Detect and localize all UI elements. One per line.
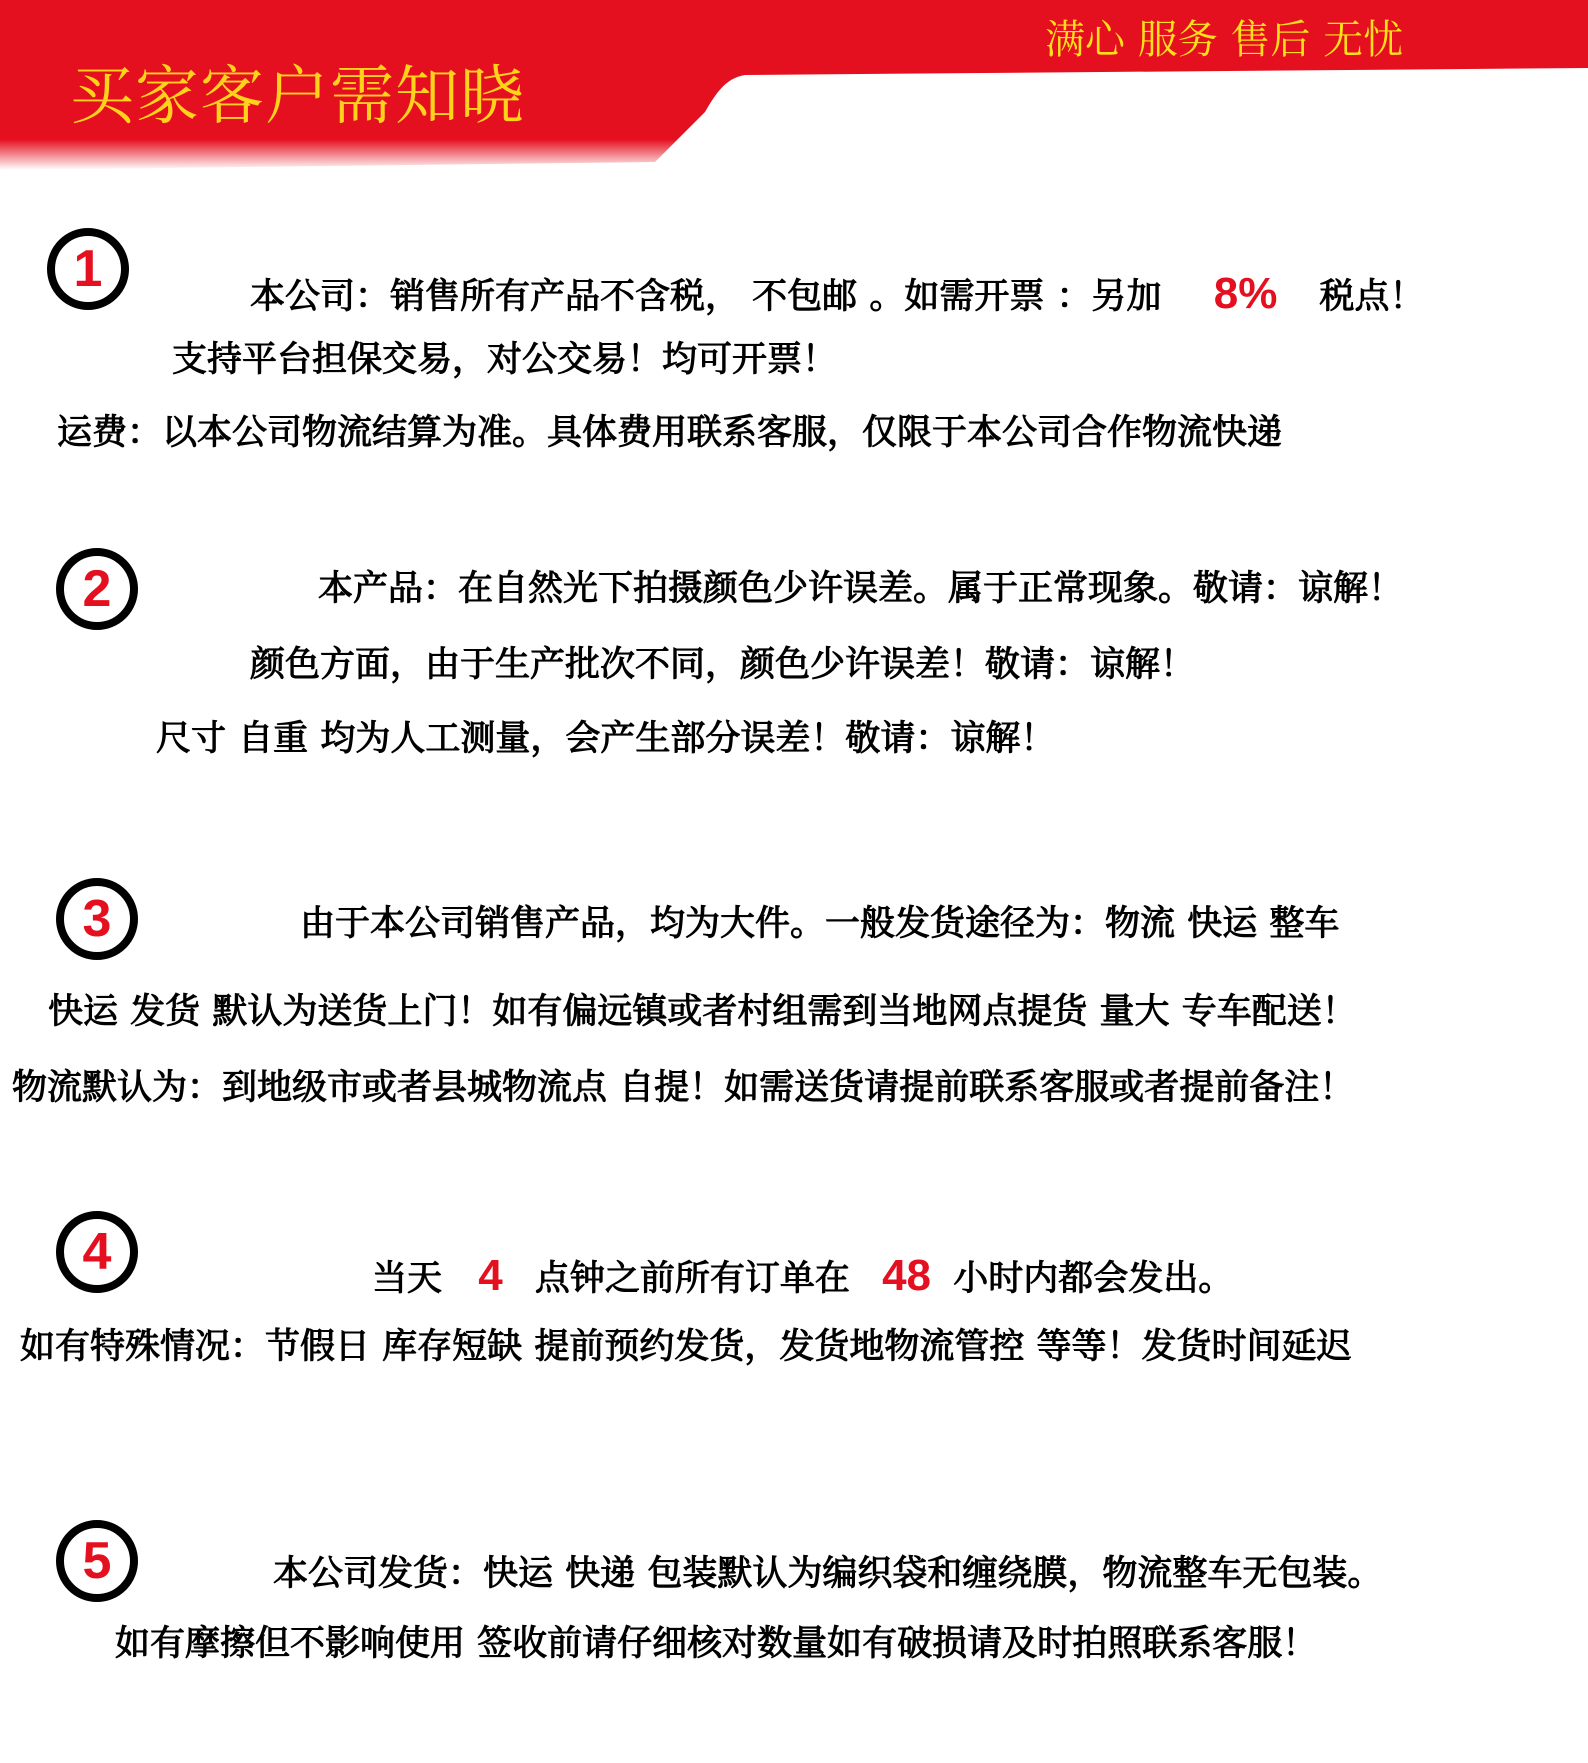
banner-slogan: 满心 服务 售后 无忧 bbox=[1045, 17, 1404, 63]
section-5-line-2: 如有摩擦但不影响使用 签收前请仔细核对数量如有破损请及时拍照联系客服！ bbox=[115, 1624, 1318, 1664]
section-4-line-1-text: 当天 bbox=[372, 1259, 443, 1299]
section-1-line-2: 支持平台担保交易，对公交易！均可开票！ bbox=[172, 340, 838, 380]
section-1-line-3: 运费：以本公司物流结算为准。具体费用联系客服，仅限于本公司合作物流快递 bbox=[57, 413, 1283, 453]
section-2-line-3: 尺寸 自重 均为人工测量，会产生部分误差！敬请：谅解！ bbox=[156, 719, 1056, 759]
section-3-line-1: 由于本公司销售产品，均为大件。一般发货途径为：物流 快运 整车 bbox=[300, 904, 1340, 944]
section-3-number-badge: 3 bbox=[56, 878, 138, 960]
section-1-line-1-suffix: 税点！ bbox=[1319, 277, 1425, 317]
section-4-line-1-suffix: 小时内都会发出。 bbox=[953, 1259, 1234, 1299]
cutoff-hour-highlight: 4 bbox=[478, 1251, 503, 1300]
section-3-line-3: 物流默认为：到地级市或者县城物流点 自提！如需送货请提前联系客服或者提前备注！ bbox=[12, 1068, 1355, 1108]
section-5-number-badge: 5 bbox=[56, 1520, 138, 1602]
section-1-line-1-text: 本公司：销售所有产品不含税， 不包邮 。如需开票 ：另加 bbox=[250, 277, 1162, 317]
section-4-line-2: 如有特殊情况：节假日 库存短缺 提前预约发货，发货地物流管控 等等！发货时间延迟 bbox=[20, 1327, 1352, 1367]
page-title: 买家客户需知晓 bbox=[70, 60, 525, 134]
section-2-number-badge: 2 bbox=[56, 548, 138, 630]
section-5-line-1: 本公司发货：快运 快递 包装默认为编织袋和缠绕膜，物流整车无包装。 bbox=[273, 1554, 1383, 1594]
section-2-line-2: 颜色方面，由于生产批次不同，颜色少许误差！敬请：谅解！ bbox=[250, 645, 1196, 685]
section-4-number-badge: 4 bbox=[56, 1211, 138, 1293]
tax-rate-highlight: 8% bbox=[1213, 269, 1278, 318]
section-2-line-1: 本产品：在自然光下拍摄颜色少许误差。属于正常现象。敬请：谅解！ bbox=[318, 569, 1404, 609]
header-banner bbox=[0, 0, 1588, 175]
section-1-line-1 bbox=[250, 269, 1425, 318]
ship-hours-highlight: 48 bbox=[882, 1251, 932, 1300]
section-4-line-1-middle: 点钟之前所有订单在 bbox=[534, 1259, 850, 1299]
section-3-line-2: 快运 发货 默认为送货上门！如有偏远镇或者村组需到当地网点提货 量大 专车配送！ bbox=[48, 992, 1357, 1032]
section-4-line-1 bbox=[372, 1251, 1234, 1300]
section-1-number-badge: 1 bbox=[47, 228, 129, 310]
